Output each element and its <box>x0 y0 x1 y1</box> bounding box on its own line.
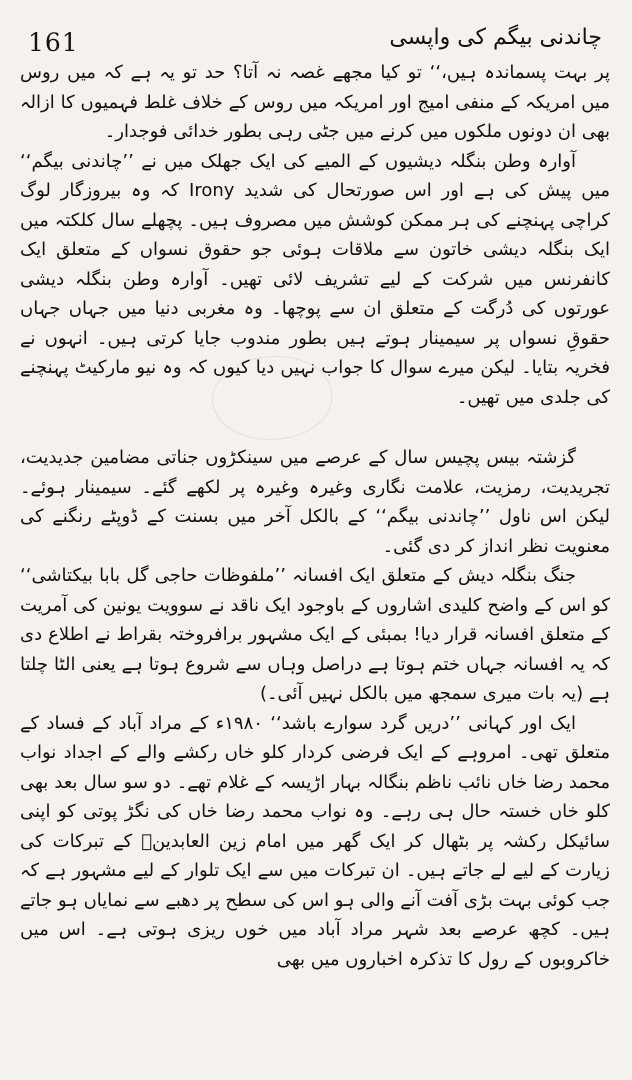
paragraph-gap <box>20 412 610 443</box>
paragraph-3: گزشتہ بیس پچیس سال کے عرصے میں سینکڑوں جناتی مضامین جدیدیت، تجریدیت، رمزیت، علامت نگاری وغیرہ وغیرہ پر لکھے گئے۔ سیمینار ہوئے۔ لیکن اس ناول ’’چاندنی بیگم‘‘ کے بالکل آخر میں بسنت کے ڈوپٹے رنگنے کی معنویت نظر انداز کر دی گئی۔ <box>20 447 610 557</box>
paragraph-5: ایک اور کہانی ’’دریں گرد سوارے باشد‘‘ ۱۹۸۰ء کے مراد آباد کے فساد کے متعلق تھی۔ امروہے کے ایک فرضی کردار کلو خاں رکشے والے کے اجداد نواب محمد رضا خاں نائب ناظم بنگالہ بہار اڑیسہ کے غلام تھے۔ دو سو سال بعد بھی کلو خاں خستہ حال ہی رہے۔ وہ نواب محمد رضا خاں کی نگڑ پوتی کو اپنی سائیکل رکشہ پر بٹھال کر ایک گھر میں امام زین العابدینؓ کے تبرکات کی زیارت کے لیے لے جاتے ہیں۔ ان تبرکات میں سے ایک تلوار کے لیے مشہور ہے کہ جب کوئی بہت بڑی آفت آنے والی ہو اس کی سطح پر دھبے سے نمایاں ہو جاتے ہیں۔ کچھ عرصے بعد شہر مراد آباد میں خوں ریزی ہوتی ہے۔ اس میں خاکروبوں کے رول کا تذکرہ اخباروں میں بھی <box>20 712 610 970</box>
page-text <box>20 58 610 1068</box>
paragraph-1: پر بہت پسماندہ ہیں،‘‘ تو کیا مجھے غصہ نہ آتا؟ حد تو یہ ہے کہ میں روس میں امریکہ کے منفی امیج اور امریکہ میں روس کے خلاف غلط فہمیوں کا ازالہ بھی ان دونوں ملکوں میں کرنے میں جٹی رہی بطور خدائی فوجدار۔ <box>20 62 610 142</box>
paragraph-4: جنگ بنگلہ دیش کے متعلق ایک افسانہ ’’ملفوظات حاجی گل بابا بیکتاشی‘‘ کو اس کے واضح کلیدی اشاروں کے باوجود ایک ناقد نے سوویت یونین کی آمریت کے متعلق افسانہ قرار دیا! بمبئی کے ایک مشہور برافروختہ بقراط نے اطلاع دی کہ یہ افسانہ جہاں ختم ہوتا ہے دراصل وہاں سے شروع ہوتا ہے یعنی الٹا چلتا ہے (یہ بات میری سمجھ میں بالکل نہیں آئی۔) <box>20 565 610 704</box>
page-number: 161 <box>28 28 79 57</box>
paragraph-2: آوارہ وطن بنگلہ دیشیوں کے المیے کی ایک جھلک میں نے ’’چاندنی بیگم‘‘ میں پیش کی ہے اور اس صورتحال کی شدید Irony کہ وہ بیروزگار لوگ کراچی پہنچنے کی ہر ممکن کوشش میں مصروف ہیں۔ پچھلے سال کلکتہ میں ایک بنگلہ دیشی خاتون سے ملاقات ہوئی جو حقوق نسواں کے متعلق ایک کانفرنس میں شرکت کے لیے تشریف لائی تھیں۔ آوارہ وطن بنگلہ دیشی عورتوں کی دُرگت کے متعلق ان سے پوچھا۔ وہ مغربی دنیا میں جہاں جہاں حقوقِ نسواں پر سیمینار ہوتے ہیں بطور مندوب جایا کرتی ہیں۔ انہوں نے فخریہ بتایا۔ لیکن میرے سوال کا جواب نہیں دیا کیوں کہ وہ نیو مارکیٹ پہنچنے کی جلدی میں تھیں۔ <box>20 150 610 408</box>
running-title: چاندنی بیگم کی واپسی <box>389 25 602 50</box>
